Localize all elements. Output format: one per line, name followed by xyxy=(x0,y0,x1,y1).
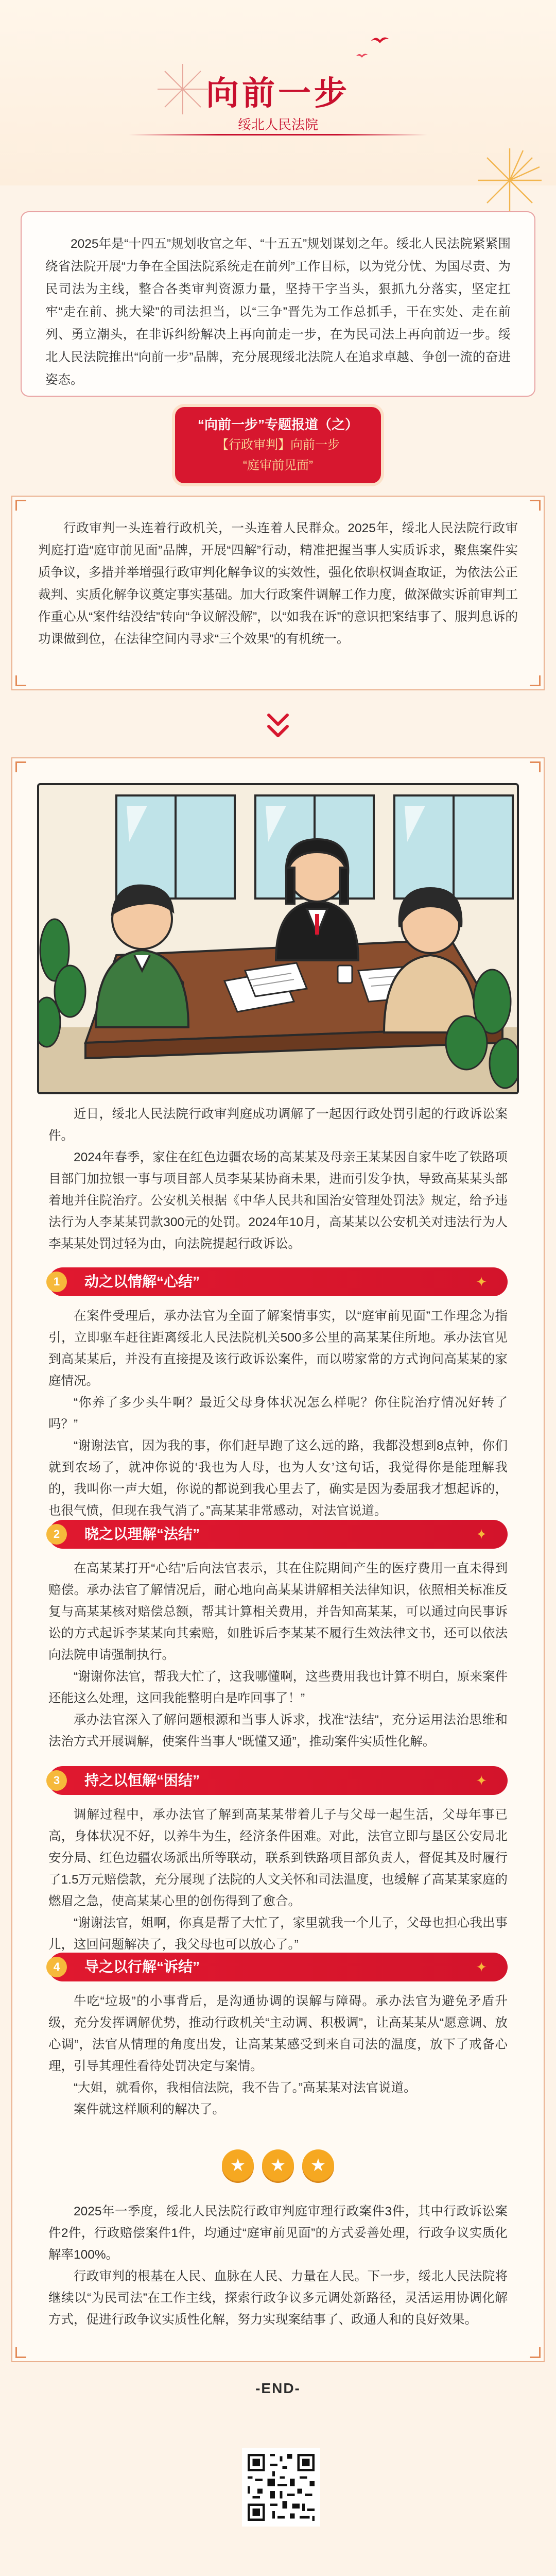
corner-decoration xyxy=(530,675,541,686)
section-body-1 xyxy=(48,1306,508,1522)
bird-icon-small xyxy=(355,52,369,60)
section-header-4 xyxy=(48,1953,508,1981)
star-icon: ✦ xyxy=(476,1773,487,1788)
badge-series-label: “向前一步”专题报道（之） xyxy=(197,417,358,432)
star-icon: ✦ xyxy=(476,1959,487,1975)
section-title: 导之以行解“诉结” xyxy=(84,1959,200,1975)
story-paragraph: 在案件受理后，承办法官为全面了解案情事实，以“庭审前见面”工作理念为指引，立即驱车赶往距离绥北人民法院机关500多公里的高某某住所地。承办法官见到高某某后，并没有直接提及该行政诉讼案件，而以唠家常的方式询问高某某的家庭情况。 xyxy=(48,1309,508,1388)
end-marker: -END- xyxy=(255,2380,301,2396)
section-body-2 xyxy=(48,1558,508,1753)
story-paragraph: “大姐，就看你，我相信法院，我不告了。”高某某对法官说道。 xyxy=(74,2081,416,2095)
corner-decoration xyxy=(15,500,26,511)
closing-text xyxy=(48,2201,508,2331)
story-paragraph: 近日，绥北人民法院行政审判庭成功调解了一起因行政处罚引起的行政诉讼案件。 xyxy=(48,1107,508,1143)
chevron-down-icon xyxy=(266,711,290,742)
qr-code xyxy=(242,2448,320,2527)
story-paragraph: 2025年一季度，绥北人民法院行政审判庭审理行政案件3件，其中行政诉讼案件2件，行政赔偿案件1件，均通过“庭审前见面”的方式妥善处理，行政争议实质化解率100%。 xyxy=(48,2205,508,2262)
star-icon: ✦ xyxy=(476,1527,487,1542)
story-paragraph: “你养了多少头牛啊？最近父母身体状况怎么样呢？你住院治疗情况好转了吗？” xyxy=(48,1396,508,1431)
bird-icon xyxy=(370,34,390,46)
corner-decoration xyxy=(530,500,541,511)
topic-badge xyxy=(175,407,381,483)
intro-paragraph: 2025年是“十四五”规划收官之年、“十五五”规划谋划之年。绥北人民法院紧紧围绕省法院开展“力争在全国法院系统走在前列”工作目标，以为党分忧、为国尽责、为民司法为主线，整合各类审判资源力量，坚持干字当头，狠抓九分落实，坚定扛牢“走在前、挑大梁”的司法担当，以“三争”晋先为工作总抓手，干在实处、走在前列、勇立潮头，在非诉纠纷解决上再向前走一步，在为民司法上再向前迈一步。绥北人民法院推出“向前一步”品牌，充分展现绥北法院人在追求卓越、争创一流的奋进姿态。 xyxy=(21,211,535,397)
star-icon: ★ xyxy=(222,2149,254,2181)
title-divider xyxy=(129,134,427,135)
section-title: 持之以恒解“困结” xyxy=(84,1772,200,1788)
corner-decoration xyxy=(15,675,26,686)
star-icon: ★ xyxy=(302,2149,334,2181)
section-title: 动之以情解“心结” xyxy=(84,1274,200,1290)
corner-decoration xyxy=(530,761,541,772)
star-icon: ★ xyxy=(262,2149,294,2181)
badge-category-label: 【行政审判】向前一步 xyxy=(216,438,340,452)
mediation-illustration xyxy=(37,783,519,1094)
summary-text: 行政审判一头连着行政机关，一头连着人民群众。2025年，绥北人民法院行政审判庭打造“庭审前见面”品牌，开展“四解”行动，精准把握当事人实质诉求，聚焦案件实质争议，多措并举增强行政审判化解争议的实效性，强化依职权调查取证，为依法公正裁判、实质化解争议奠定事实基础。加大行政案件调解工作力度，做深做实诉前审判工作重心从“案件结没结”转向“争议解没解”，以“如我在诉”的意识把案结事了、服判息诉的功课做到位，在法律空间内寻求“三个效果”的有机统一。 xyxy=(38,521,518,646)
corner-decoration xyxy=(15,2347,26,2358)
qr-code-image xyxy=(245,2451,317,2523)
story-paragraph: 行政审判的根基在人民、血脉在人民、力量在人民。下一步，绥北人民法院将继续以“为民司法”在工作主线，探索行政争议多元调处新路径，灵活运用协调化解方式，促进行政争议实质性化解，努力实现案结事了、政通人和的良好效果。 xyxy=(48,2269,508,2327)
page-title: 向前一步 xyxy=(206,75,350,112)
section-number: 3 xyxy=(46,1770,67,1791)
story-paragraph: 2024年春季，家住在红色边疆农场的高某某及母亲王某某因自家牛吃了铁路项目部门加拉银一事与项目部人员李某某协商未果，进而引发争执，导致高某某头部着地并住院治疗。公安机关根据《中华人民共和国治安管理处罚法》规定，给予违法行为人李某某罚款300元的处罚。2024年10月，高某某以公安机关对违法行为人李某某处罚过轻为由，向法院提起行政诉讼。 xyxy=(48,1150,508,1251)
section-body-3 xyxy=(48,1804,508,1956)
badge-topic-label: “庭审前见面” xyxy=(243,459,313,472)
corner-decoration xyxy=(15,761,26,772)
section-number: 1 xyxy=(46,1272,67,1292)
page-subtitle: 绥北人民法院 xyxy=(237,117,318,132)
story-paragraph: “谢谢法官，因为我的事，你们赶早跑了这么远的路，我都没想到8点钟，你们就到农场了，就冲你说的‘我也为人母，也为人女’这句话，我觉得你是能理解我的，我叫你一声大姐，你说的都说到我心里去了，确实是因为委屈我才想起诉的，也很气愤，但现在我气消了。”高某某非常感动，对法官说道。 xyxy=(48,1439,508,1518)
story-paragraph: “谢谢你法官，帮我大忙了，这我哪懂啊，这些费用我也计算不明白，原来案件还能这么处理，这回我能整明白是咋回事了！” xyxy=(48,1670,508,1705)
header-banner xyxy=(0,0,556,185)
story-box xyxy=(11,757,545,2362)
star-icon: ✦ xyxy=(476,1274,487,1290)
mediation-scene-image xyxy=(39,785,517,1092)
story-intro xyxy=(48,1104,508,1255)
story-paragraph: 调解过程中，承办法官了解到高某某带着儿子与父母一起生活，父母年事已高，身体状况不好，以养牛为生，经济条件困难。对此，法官立即与垦区公安局北安分局、红色边疆农场派出所等联动，联系到铁路项目部负责人，督促其及时履行了1.5万元赔偿款，充分展现了法院的人文关怀和司法温度，也缓解了高某某家庭的燃眉之急，使高某某心里的创伤得到了愈合。 xyxy=(48,1808,508,1908)
firework-right-icon xyxy=(474,144,546,216)
section-header-1 xyxy=(48,1267,508,1296)
story-paragraph: “谢谢法官，姐啊，你真是帮了大忙了，家里就我一个儿子，父母也担心我出事儿，这回问题解决了，我父母也可以放心了。” xyxy=(48,1916,508,1952)
story-paragraph: 在高某某打开“心结”后向法官表示，其在住院期间产生的医疗费用一直未得到赔偿。承办法官了解情况后，耐心地向高某某讲解相关法律知识，依照相关标准反复与高某某核对赔偿总额，帮其计算相关费用，并告知高某某，可以通过向民事诉讼的方式起诉李某某向其索赔，如胜诉后李某某不履行生效法律文书，还可以依法向法院申请强制执行。 xyxy=(48,1562,508,1662)
stars-divider xyxy=(12,2149,544,2181)
section-body-4 xyxy=(48,1991,508,2121)
section-header-2 xyxy=(48,1520,508,1549)
section-number: 4 xyxy=(46,1957,67,1977)
story-paragraph: 牛吃“垃圾”的小事背后，是沟通协调的误解与障碍。承办法官为避免矛盾升级，充分发挥调解优势，推动行政机关“主动调、积极调”，让高某某从“愿意调、放心调”，法官从情理的角度出发，让高某某感受到来自司法的温度，放下了戒备心理，引导其理性看待处罚决定与案情。 xyxy=(48,1994,508,2073)
story-paragraph: 案件就这样顺利的解决了。 xyxy=(74,2103,225,2116)
corner-decoration xyxy=(530,2347,541,2358)
story-paragraph: 承办法官深入了解问题根源和当事人诉求，找准“法结”，充分运用法治思维和法治方式开展调解，使案件当事人“既懂又通”，推动案件实质性化解。 xyxy=(48,1713,508,1749)
section-number: 2 xyxy=(46,1524,67,1545)
section-title: 晓之以理解“法结” xyxy=(84,1526,200,1542)
section-header-3 xyxy=(48,1766,508,1795)
summary-box xyxy=(11,496,545,690)
